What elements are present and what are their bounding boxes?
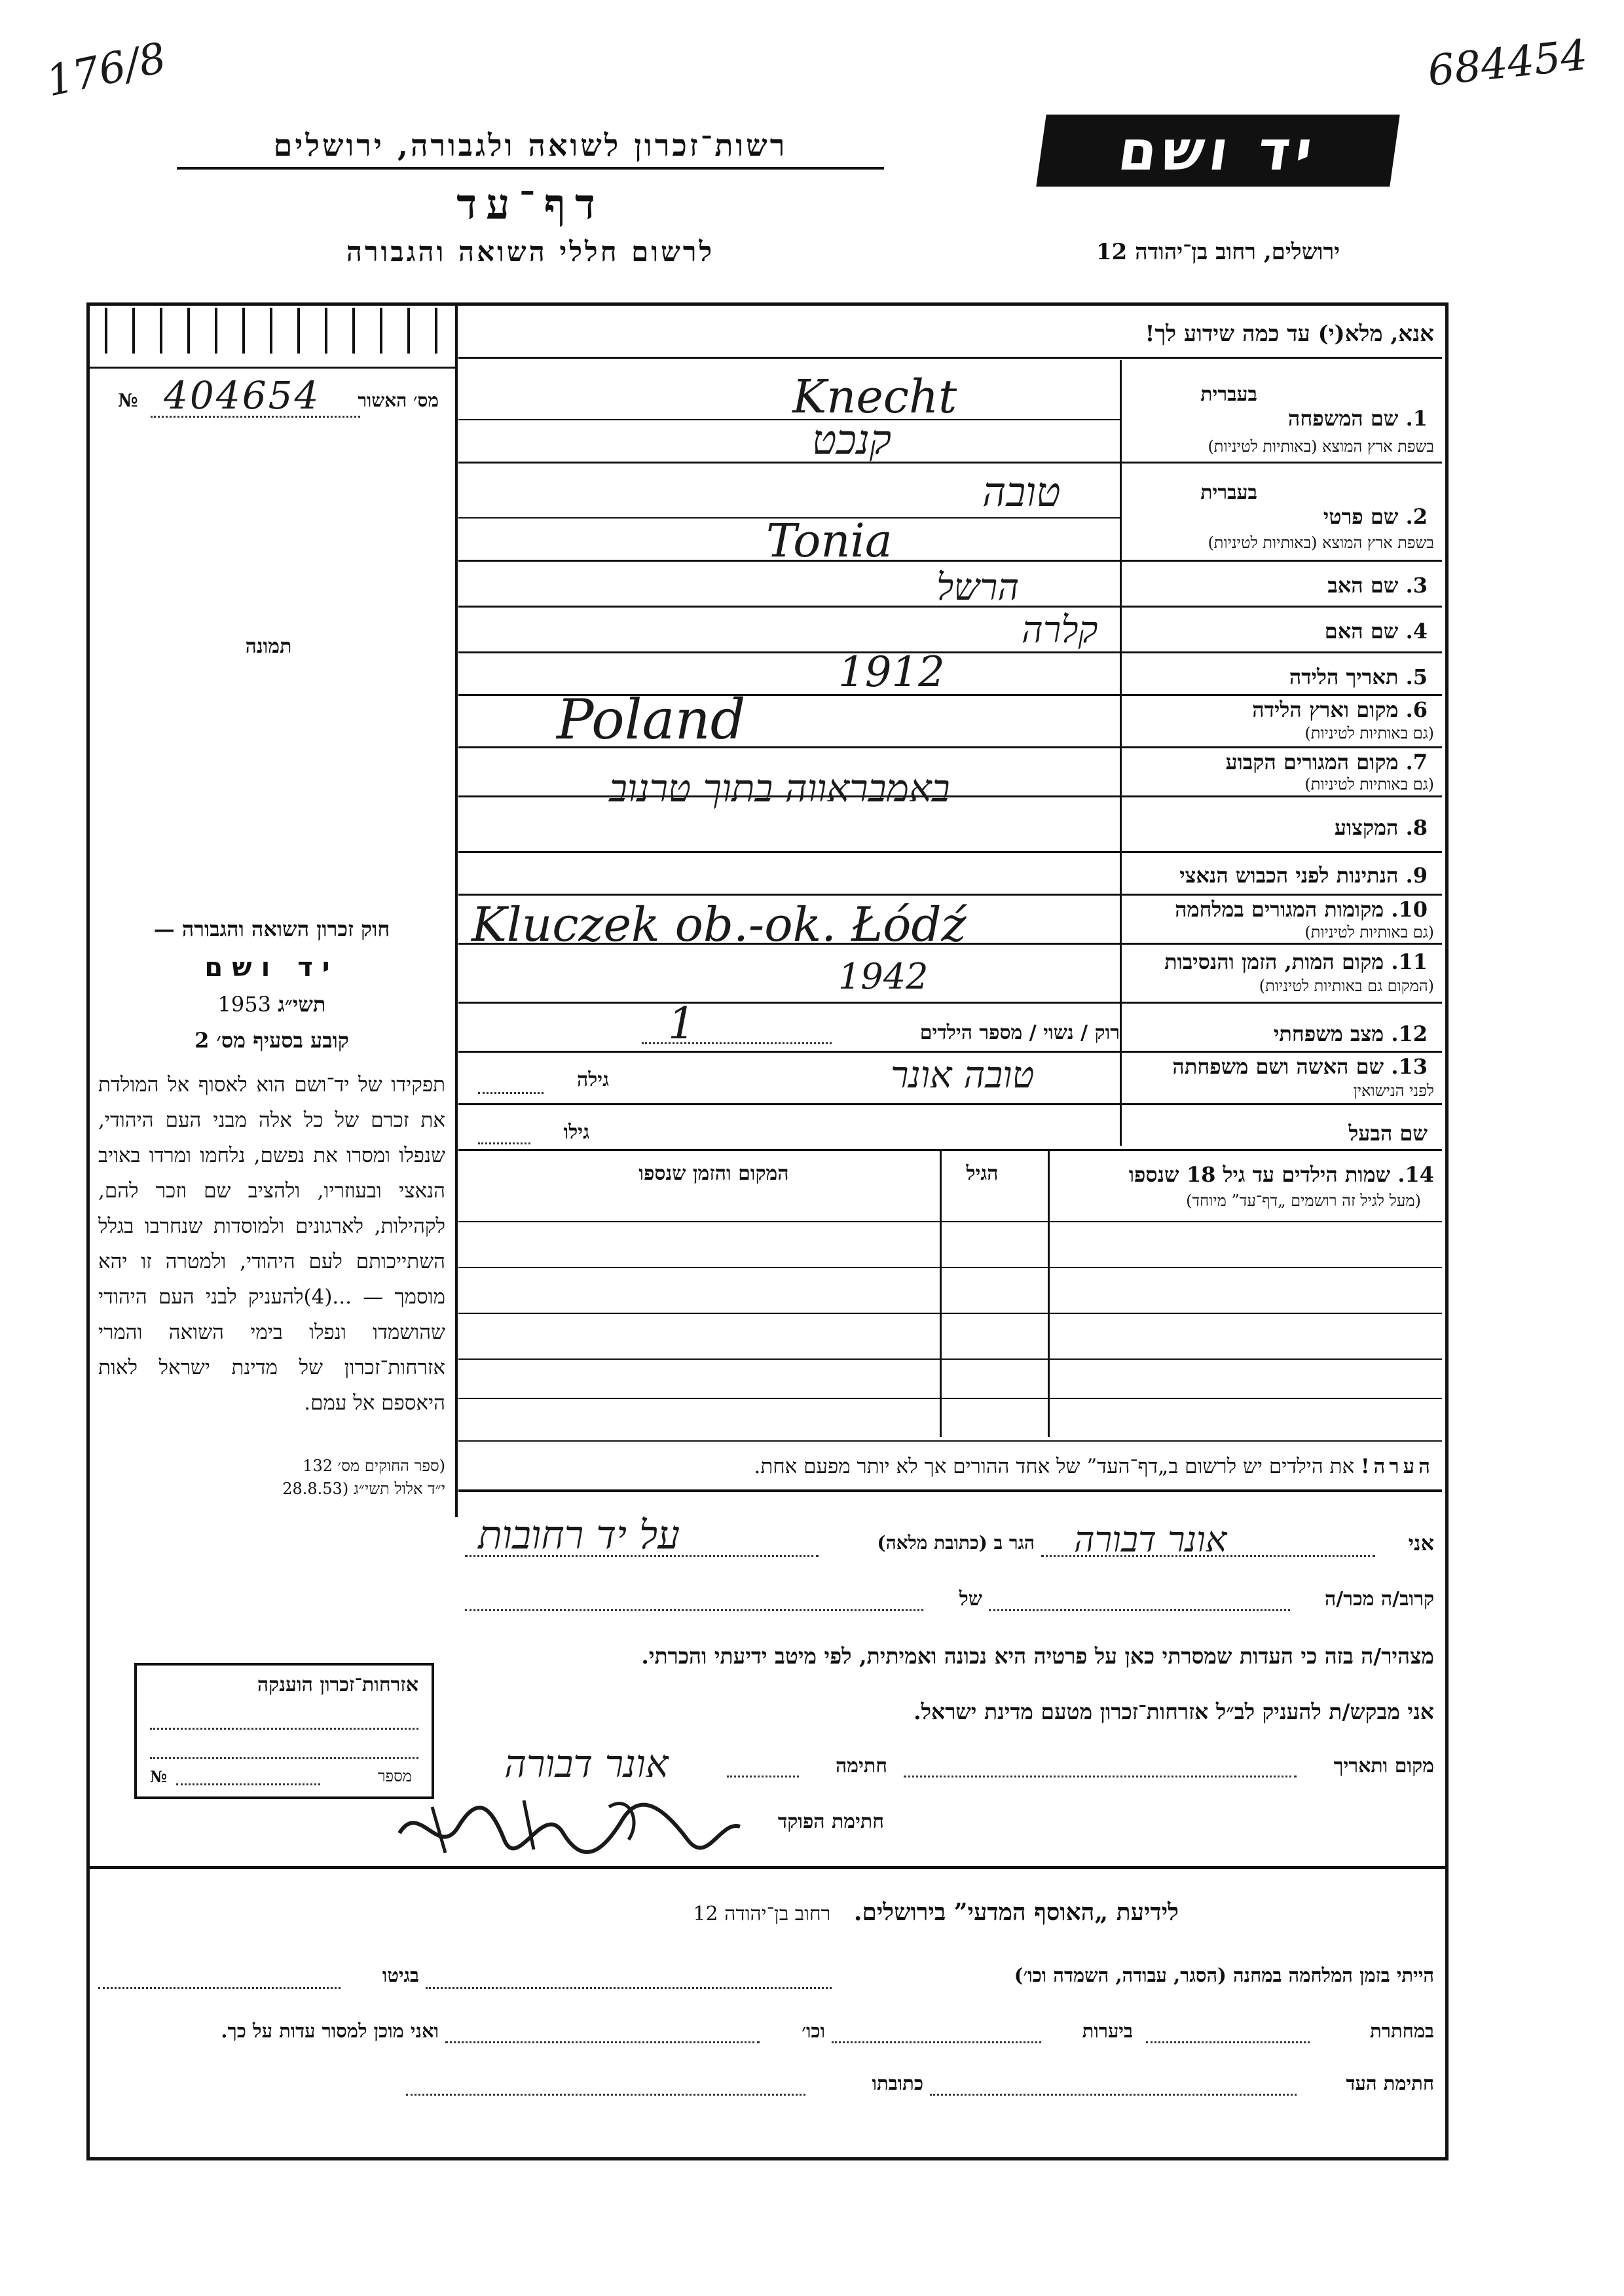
value-declarant-name: אונר דבורה (1074, 1519, 1227, 1560)
request-text: אני מבקש/ת להעניק לב״ל אזרחות־זכרון מטעם מדינת ישראל. (913, 1699, 1434, 1724)
footer-address-line (406, 2094, 805, 2096)
field-2-sub: בשפת ארץ המוצא (באותיות לטיניות) (1208, 534, 1434, 552)
footer-rule (90, 1866, 1445, 1869)
footer-line2-d: ואני מוכן למסור עדות על כך. (221, 2020, 439, 2042)
field-10-text: מקומות המגורים במלחמה (1175, 897, 1384, 922)
children-row-line (458, 1440, 1442, 1442)
footer-title-row (458, 1899, 1179, 1926)
sidebar-logo: יד ושם (204, 953, 339, 983)
value-mother-name: קלרה (1022, 609, 1098, 651)
field-1-sub: בשפת ארץ המוצא (באותיות לטיניות) (1208, 437, 1434, 456)
instruction-rule (458, 357, 1442, 359)
approval-line (151, 416, 360, 418)
field-7-label (1139, 750, 1428, 774)
sidebar-top-rule (90, 367, 455, 369)
row-line (458, 1103, 1442, 1105)
field-13-sub: לפני הנישואין (1353, 1082, 1434, 1100)
field-4-label (1139, 619, 1428, 644)
footer-line2-a: במחתרת (1370, 2020, 1434, 2042)
official-signature-label: חתימת הפוקד (777, 1810, 884, 1833)
husband-age-label: גילו (563, 1121, 589, 1144)
footer-address: רחוב בן־יהודה 12 (693, 1903, 831, 1925)
field-6-num: 6. (1405, 697, 1428, 722)
declaration-text: מצהיר/ה בזה כי העדות שמסרתי כאן על פרטיה היא נכונה ואמיתית, לפי מיטב ידיעתי והכרתי. (641, 1643, 1434, 1669)
children-header-place: המקום והזמן שנספו (638, 1162, 789, 1185)
approval-label: מס׳ האשור (358, 390, 439, 411)
field-3-label (1139, 573, 1428, 598)
marital-options: רוק / נשוי / מספר הילדים (919, 1021, 1120, 1044)
declarant-relative-label: קרוב/ה מכר/ה (1325, 1588, 1434, 1611)
field-2-num: 2. (1405, 504, 1428, 529)
tick-marks (105, 308, 445, 354)
children-row-line (458, 1398, 1442, 1399)
field-9-label (1126, 863, 1428, 888)
footer-etc-line (445, 2041, 760, 2043)
field-8-label (1139, 815, 1428, 840)
signature-line (727, 1776, 799, 1777)
field-10-num: 10. (1391, 897, 1428, 922)
field-4-text: שם האם (1324, 619, 1399, 644)
row-line (458, 462, 1442, 464)
declarant-of-label: של (959, 1588, 982, 1611)
logo-text: יד ושם (1114, 118, 1322, 183)
row-line (458, 1002, 1442, 1004)
field-7-sub: (גם באותיות לטיניות) (1304, 775, 1434, 793)
children-col-divider (940, 1149, 942, 1437)
field-6-sub: (גם באותיות לטיניות) (1304, 724, 1434, 742)
footer-line1-a: הייתי בזמן המלחמה במחנה (הסגר, עבודה, השמדה וכו׳) (1014, 1964, 1434, 1986)
footer-line2-b: ביערות (1082, 2020, 1133, 2042)
footer-ghetto-line (98, 1987, 341, 1989)
place-date-line (904, 1776, 1297, 1777)
note-text: את הילדים יש לרשום ב„דף־העד” של אחד ההורים אך לא יותר מפעם אחת. (754, 1455, 1355, 1478)
footer-forests-line (832, 2041, 1041, 2043)
field-2-hebrew-label: בעברית (1200, 481, 1257, 504)
field-11-label (1126, 949, 1428, 974)
field-13-label (1126, 1054, 1428, 1079)
sidebar-law-text: תפקידו של יד־ושם הוא לאסוף אל המולדת את זכרם של כל אלה מבני העם היהודי, שנפלו ומסרו את נפשם, נלחמו ומרדו באויב הנאצי ובעוזריו, ולהציב שם וזכר להם, לקהילות, לארגונים ולמוסדות שנחרבו בגלל השתייכותם לעם היהודי, ולמטרה זו יהא מוסמך — ...(4)להעניק לבני העם היהודי שהושמדו ונפלו בימי השואה והמרי אזרחות־זכרון של מדינת ישראל לאות היאספם אל עמם. (98, 1073, 445, 1415)
sidebar-year-heb: תשי״ג (278, 992, 326, 1017)
value-family-name-latin: Knecht (792, 370, 957, 424)
value-death-details: 1942 (838, 956, 929, 997)
citizenship-line (150, 1728, 418, 1730)
sidebar-year (177, 992, 367, 1017)
citizenship-line (150, 1757, 418, 1759)
children-row-line (458, 1358, 1442, 1360)
field-5-text: תאריך הלידה (1289, 665, 1399, 689)
field-11-num: 11. (1391, 949, 1428, 974)
husband-label: שם הבעל (1348, 1121, 1428, 1146)
footer-line1-b: בגיטו (382, 1964, 419, 1986)
sidebar-source-2: י״ד אלול תשי״ג (28.8.53 (282, 1480, 445, 1498)
children-header-sub: (מעל לגיל זה רושמים „דף־עד” מיוחד) (1186, 1192, 1421, 1210)
note-row (465, 1455, 1434, 1478)
form-subtitle: לרשום חללי השואה והגבורה (346, 236, 715, 268)
field-7-text: מקום המגורים הקבוע (1225, 750, 1399, 774)
field-4-num: 4. (1405, 619, 1428, 644)
handwritten-page-number: 684454 (1425, 31, 1590, 96)
husband-age-line (478, 1142, 530, 1144)
sidebar-source-1: (ספר החוקים מס׳ 132 (303, 1457, 445, 1475)
value-wife-name: טובה אונר (891, 1054, 1035, 1097)
sidebar-year-num: 1953 (217, 992, 271, 1017)
value-signature: אונר דבורה (504, 1741, 669, 1786)
value-wartime-places: Kluczek ob.-ok. Łódź (471, 897, 967, 952)
row-line (458, 560, 1442, 562)
official-signature-scribble (393, 1787, 747, 1866)
row-line (458, 1149, 1442, 1151)
field-8-num: 8. (1405, 815, 1428, 840)
field-5-label (1139, 665, 1428, 689)
value-birth-date: 1912 (838, 648, 945, 697)
handwritten-file-number: 176/8 (42, 33, 171, 107)
field-5-num: 5. (1405, 665, 1428, 689)
field-12-num: 12. (1391, 1021, 1428, 1046)
authority-title: רשות־זכרון לשואה ולגבורה, ירושלים (177, 128, 884, 170)
field-10-label (1126, 897, 1428, 922)
row-line (458, 419, 1120, 420)
place-date-label: מקום ותאריך (1333, 1755, 1434, 1777)
note-label: הערה! (1360, 1455, 1434, 1478)
relative-line (989, 1609, 1290, 1611)
field-8-text: המקצוע (1334, 815, 1399, 840)
row-line (458, 894, 1442, 896)
approval-no-prefix: № (118, 390, 138, 411)
citizenship-number-line (176, 1783, 320, 1785)
field-7-num: 7. (1405, 750, 1428, 774)
value-residence: באמבראווה בתוך טרנוב (609, 766, 950, 811)
field-12-label (1126, 1021, 1428, 1046)
citizenship-no-prefix: № (150, 1767, 168, 1786)
row-line (458, 795, 1442, 797)
field-6-label (1139, 697, 1428, 722)
footer-witness-line (930, 2094, 1297, 2096)
children-row-line (458, 1221, 1442, 1222)
field-3-num: 3. (1405, 573, 1428, 598)
field-11-sub: (המקום גם באותיות לטיניות) (1259, 977, 1434, 995)
declarant-i-label: אני (1408, 1531, 1434, 1556)
row-line (458, 1051, 1442, 1053)
field-1-label (1139, 406, 1428, 431)
citizenship-number-label: מספר (377, 1767, 412, 1785)
value-declarant-address: על יד רחובות (478, 1512, 680, 1558)
field-6-text: מקום וארץ הלידה (1252, 697, 1399, 722)
citizenship-box (134, 1663, 434, 1799)
form-title: דף־עד (456, 180, 604, 229)
value-family-name-hebrew: קנכט (812, 416, 892, 464)
citizenship-box-title: אזרחות־זכרון הוענקה (257, 1673, 418, 1696)
children-col-divider (1048, 1149, 1050, 1437)
wife-age-line (478, 1092, 544, 1094)
value-first-name-latin: Tonia (766, 514, 893, 568)
children-row-line (458, 1313, 1442, 1314)
value-children-count: 1 (668, 998, 695, 1049)
field-9-num: 9. (1405, 863, 1428, 888)
value-first-name-hebrew: טובה (982, 468, 1061, 516)
row-line (458, 651, 1442, 653)
footer-title: לידיעת „האוסף המדעי” בירושלים. (853, 1899, 1179, 1926)
children-num: 14. (1397, 1162, 1434, 1187)
law-title: חוק זכרון השואה והגבורה — (153, 917, 390, 941)
footer-camp-line (426, 1987, 832, 1989)
form-instruction: אנא, מלא(י) עד כמה שידוע לך! (1145, 321, 1434, 347)
children-name-text: שמות הילדים עד גיל 18 שנספו (1128, 1162, 1391, 1187)
sidebar-divider (455, 306, 458, 1517)
approval-number: 404654 (164, 373, 321, 418)
field-9-text: הנתינות לפני הכבוש הנאצי (1179, 863, 1399, 888)
of-line (465, 1609, 923, 1611)
value-birth-place: Poland (557, 687, 746, 752)
field-3-text: שם האב (1327, 573, 1399, 598)
field-12-text: מצב משפחתי (1274, 1021, 1384, 1046)
field-2-text: שם פרטי (1323, 504, 1399, 529)
photo-label: תמונה (245, 635, 292, 658)
signature-label: חתימה (836, 1755, 887, 1777)
field-2-label (1139, 504, 1428, 529)
field-11-text: מקום המות, הזמן והנסיבות (1164, 949, 1384, 974)
footer-underground-line (1146, 2041, 1310, 2043)
declarant-resides-label: הגר ב (כתובת מלאה) (877, 1532, 1035, 1554)
footer-line3-a: חתימת העד (1346, 2072, 1434, 2094)
children-header-name (1048, 1162, 1434, 1187)
field-10-sub: (גם באותיות לטיניות) (1304, 923, 1434, 941)
wife-age-label: גילה (576, 1068, 609, 1091)
label-column-divider (1120, 360, 1122, 1146)
field-1-text: שם המשפחה (1287, 406, 1399, 431)
sidebar-section: קובע בסעיף מס׳ 2 (194, 1028, 349, 1053)
field-1-num: 1. (1405, 406, 1428, 431)
children-header-age: הגיל (966, 1162, 999, 1185)
value-father-name: הרשל (936, 566, 1020, 609)
header-address: ירושלים, רחוב בן־יהודה 12 (1096, 239, 1340, 265)
footer-line2-c: וכו׳ (802, 2020, 825, 2042)
signature-stroke (399, 1805, 740, 1852)
field-13-num: 13. (1391, 1054, 1428, 1079)
row-line (458, 851, 1442, 853)
field-13-text: שם האשה ושם משפחתה (1172, 1054, 1384, 1079)
field-1-hebrew-label: בעברית (1200, 383, 1257, 406)
note-rule (458, 1489, 1442, 1492)
children-row-line (458, 1267, 1442, 1268)
footer-line3-b: כתובתו (872, 2072, 923, 2094)
yad-vashem-logo (1036, 115, 1399, 187)
